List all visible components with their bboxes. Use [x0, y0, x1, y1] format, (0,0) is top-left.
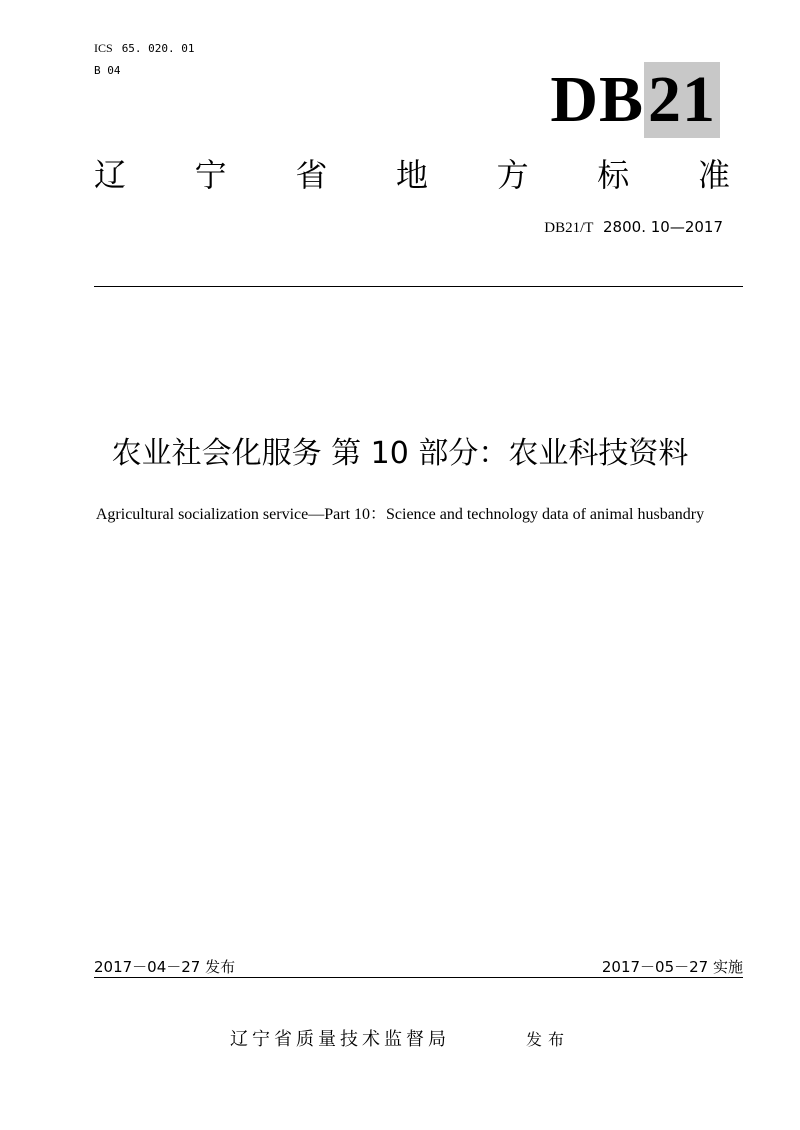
implement-date: 2017－05－27 实施 [601, 958, 743, 976]
title-chinese: 农业社会化服务 第 10 部分：农业科技资料 [111, 436, 689, 471]
db21-logo [550, 62, 720, 138]
dates-row [94, 956, 743, 978]
issuer-action: 发布 [525, 1030, 570, 1049]
ics-code [94, 41, 195, 56]
heading-char: 地 [395, 156, 428, 194]
heading-char: 准 [697, 156, 730, 194]
issuer-organization: 辽宁省质量技术监督局 [229, 1029, 450, 1050]
issuer-line [0, 1027, 800, 1053]
title-english: Agricultural socialization service—Part 10：Science and technology data of animal husbandry [95, 506, 705, 523]
heading-char: 宁 [194, 156, 227, 194]
footer-divider [94, 977, 743, 978]
heading-char: 标 [597, 156, 630, 194]
heading-char: 辽 [94, 156, 127, 194]
heading-char: 省 [295, 156, 328, 194]
logo-prefix: DB [550, 63, 644, 136]
standard-number-code: 2800. 10—2017 [603, 218, 723, 236]
ccs-code: B 04 [94, 64, 121, 77]
standard-number-prefix: DB21/T [544, 220, 594, 236]
ics-label: ICS [94, 41, 113, 55]
standard-type-heading [94, 152, 730, 198]
ics-number: 65. 020. 01 [121, 42, 195, 55]
standard-number [544, 216, 723, 239]
logo-number: 21 [644, 62, 720, 138]
header-divider [94, 286, 743, 287]
issue-date: 2017－04－27 发布 [94, 958, 236, 976]
heading-char: 方 [496, 156, 529, 194]
